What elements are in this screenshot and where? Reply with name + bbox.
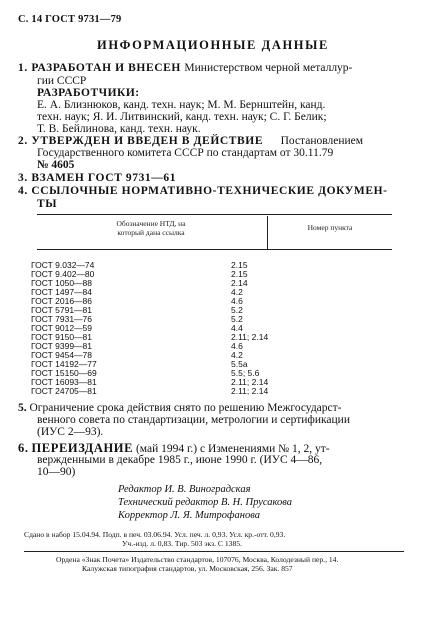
editor-credit: Редактор И. В. Виноградская [118, 484, 251, 495]
table-cell-clause: 4.4 [231, 323, 243, 333]
section-1-line-2: гии СССР [37, 75, 87, 87]
table-cell-doc: ГОСТ 14192—77 [31, 359, 97, 369]
table-col1-header-line-2: который дана ссылка [117, 228, 185, 237]
section-3-number: 3. [18, 172, 28, 184]
section-1-line-1 [18, 62, 352, 75]
table-cell-clause: 2.15 [231, 260, 248, 270]
section-6-line-3: 10—90) [37, 466, 76, 478]
table-cell-clause: 4.2 [231, 287, 243, 297]
table-cell-clause: 2.15 [231, 269, 248, 279]
table-col1-header-line-1: Обозначение НТД, на [116, 219, 186, 228]
table-cell-doc: ГОСТ 24705—81 [31, 386, 97, 396]
section-4-line-2: ТЫ [37, 198, 58, 210]
imprint-line-4: Калужская типография стандартов, ул. Московская, 256. Зак. 857 [82, 564, 293, 573]
section-6-rest: (май 1994 г.) с Изменениями № 1, 2, ут- [135, 443, 330, 455]
table-cell-clause: 2.11; 2.14 [231, 386, 269, 396]
section-5-text: Ограничение срока действия снято по решению Межгосударст- [29, 402, 342, 414]
developers-line-3: Т. В. Бейлинова, канд. техн. наук. [37, 123, 201, 135]
table-header-rule [37, 249, 392, 250]
table-cell-clause: 4.2 [231, 350, 243, 360]
section-2-lead: УТВЕРЖДЕН И ВВЕДЕН В ДЕЙСТВИЕ [31, 135, 264, 147]
table-column-divider [267, 216, 268, 249]
developers-heading: РАЗРАБОТЧИКИ: [37, 87, 140, 99]
section-4-line-1 [18, 185, 388, 198]
section-1-number: 1. [18, 62, 28, 74]
table-cell-doc: ГОСТ 1050—88 [31, 278, 93, 288]
table-cell-clause: 2.14 [231, 278, 248, 288]
table-cell-doc: ГОСТ 9150—81 [31, 332, 93, 342]
table-col1-header [37, 219, 265, 237]
table-cell-doc: ГОСТ 9012—59 [31, 323, 93, 333]
table-cell-clause: 4.6 [231, 341, 243, 351]
table-cell-clause: 5.5а [231, 359, 248, 369]
section-3 [18, 172, 176, 185]
table-cell-clause: 4.6 [231, 296, 243, 306]
section-6-lead: ПЕРЕИЗДАНИЕ [31, 441, 134, 455]
table-cell-doc: ГОСТ 9399—81 [31, 341, 93, 351]
section-1-lead: РАЗРАБОТАН И ВНЕСЕН [31, 62, 181, 74]
section-6-number: 6. [18, 441, 29, 455]
table-cell-doc: ГОСТ 9.402—80 [31, 269, 95, 279]
corrector-credit: Корректор Л. Я. Митрофанова [118, 510, 260, 521]
table-cell-doc: ГОСТ 9.032—74 [31, 260, 95, 270]
tech-editor-credit: Технический редактор В. Н. Прусакова [118, 497, 293, 508]
developers-line-1: Е. А. Близнюков, канд. техн. наук; М. М. Бернштейн, канд. [37, 99, 326, 111]
section-6-line-2: вержденными в декабре 1985 г., июне 1990 г. (ИУС 4—86, [37, 454, 323, 466]
imprint-rule [24, 551, 404, 552]
table-cell-clause: 2.11; 2.14 [231, 377, 269, 387]
table-cell-doc: ГОСТ 2016—86 [31, 296, 93, 306]
section-3-text: ВЗАМЕН ГОСТ 9731—61 [31, 172, 177, 184]
page-title: ИНФОРМАЦИОННЫЕ ДАННЫЕ [97, 38, 329, 52]
section-2-number: 2. [18, 135, 28, 147]
section-5-line-3: (ИУС 2—93). [37, 426, 104, 438]
page-header: С. 14 ГОСТ 9731—79 [18, 14, 122, 25]
table-cell-doc: ГОСТ 15150—69 [31, 368, 97, 378]
table-col2-header: Номер пункта [307, 223, 353, 232]
table-cell-clause: 5.2 [231, 314, 243, 324]
section-4-text: ССЫЛОЧНЫЕ НОРМАТИВНО-ТЕХНИЧЕСКИЕ ДОКУМЕН- [31, 185, 388, 197]
table-cell-doc: ГОСТ 7931—76 [31, 314, 93, 324]
section-2-rest: Постановлением [280, 135, 364, 147]
table-cell-doc: ГОСТ 5791—81 [31, 305, 93, 315]
table-cell-doc: ГОСТ 1497—84 [31, 287, 93, 297]
imprint-line-3: Ордена «Знак Почета» Издательство стандартов, 107076, Москва, Колодезный пер., 14. [56, 555, 339, 564]
section-4-number: 4. [18, 185, 28, 197]
section-5-line-2: венного совета по стандартизации, метрологии и сертификации [37, 414, 350, 426]
section-5-number: 5. [18, 402, 27, 414]
section-1-rest: Министерством черной металлур- [184, 62, 353, 74]
table-cell-doc: ГОСТ 16093—81 [31, 377, 97, 387]
section-2-line-3: № 4605 [37, 159, 75, 171]
section-2-line-2: Государственного комитета СССР по стандартам от 30.11.79 [37, 147, 334, 159]
imprint-line-1: Сдано в набор 15.04.94. Подп. в печ. 03.06.94. Усл. печ. л. 0,93. Усл. кр.-отт. 0,93. [24, 530, 286, 539]
table-cell-clause: 2.11; 2.14 [231, 332, 269, 342]
developers-line-2: техн. наук; Я. И. Литвинский, канд. техн. наук; С. Г. Белик; [37, 111, 327, 123]
table-cell-doc: ГОСТ 9454—78 [31, 350, 93, 360]
table-top-rule [37, 214, 392, 215]
table-row [31, 387, 331, 396]
imprint-line-2: Уч.-изд. л. 0,83. Тир. 503 экз. С 1385. [122, 539, 242, 548]
table-cell-clause: 5.2 [231, 305, 243, 315]
table-cell-clause: 5.5; 5.6 [231, 368, 260, 378]
